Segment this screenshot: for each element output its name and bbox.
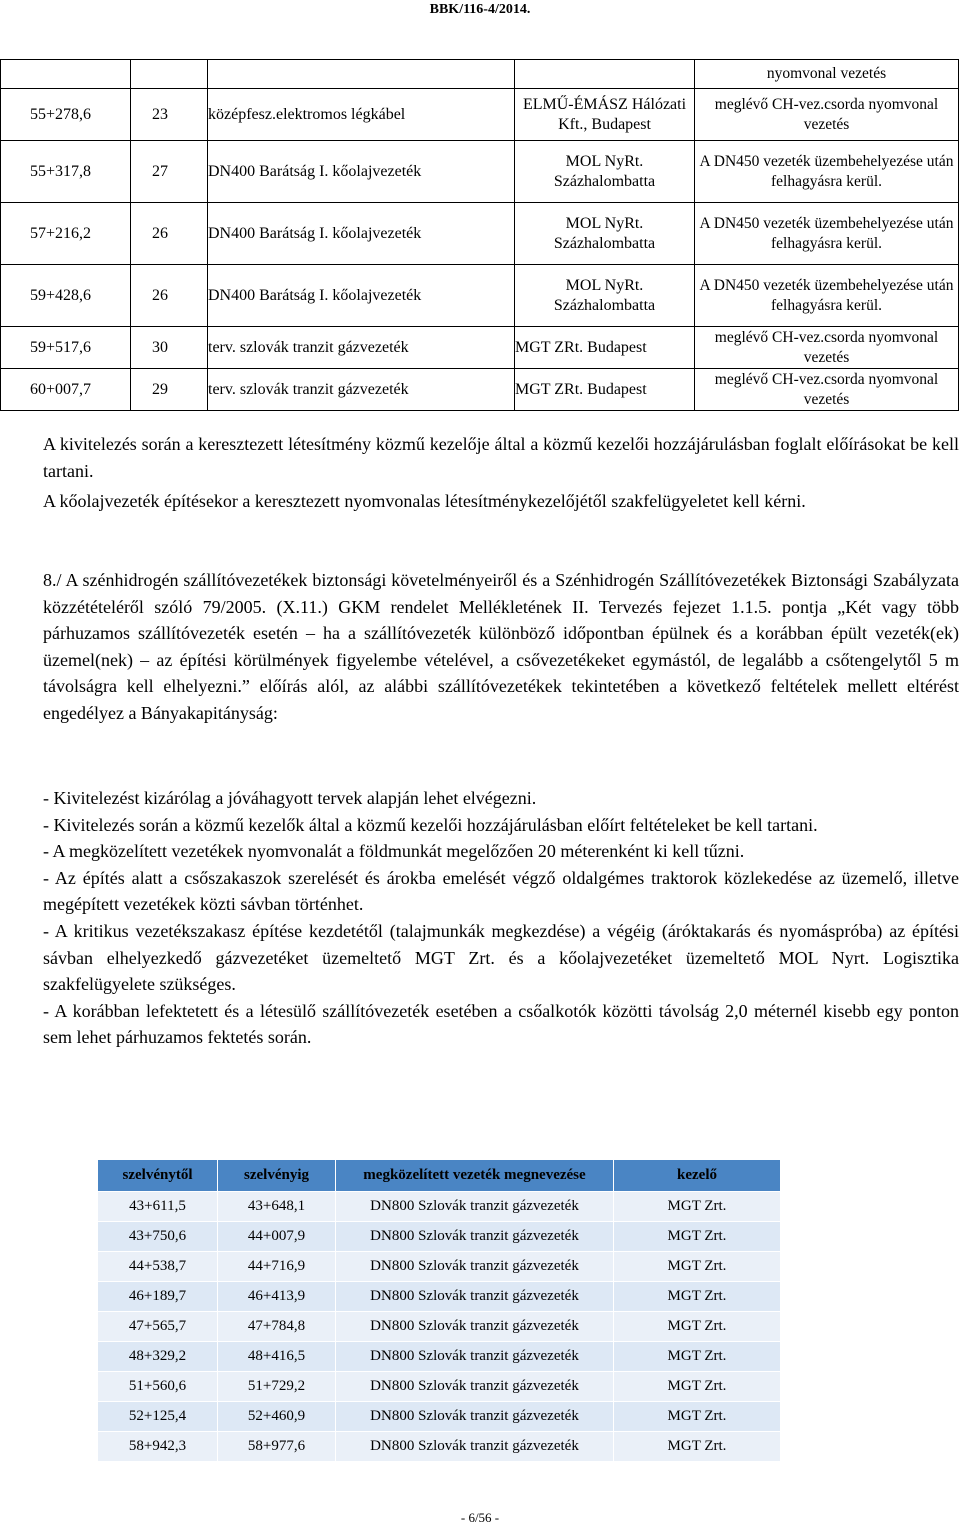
table-row [98,1282,781,1312]
table-cell: 29 [131,369,208,411]
table-cell: 52+125,4 [98,1402,218,1432]
table-row [98,1192,781,1222]
table-cell [515,60,695,89]
table-cell: terv. szlovák tranzit gázvezeték [208,327,515,369]
table-cell: MGT Zrt. [614,1282,781,1312]
column-header: szelvényig [218,1160,336,1192]
table-cell: 58+977,6 [218,1432,336,1462]
list-item: - Kivitelezés során a közmű kezelők által a közmű kezelői hozzájárulásban előírt feltételeket be kell tartani. [43,814,818,835]
table-row [98,1342,781,1372]
table-cell: DN800 Szlovák tranzit gázvezeték [336,1372,614,1402]
table-cell: 60+007,7 [1,369,131,411]
table-cell: DN800 Szlovák tranzit gázvezeték [336,1342,614,1372]
list-item: - Kivitelezést kizárólag a jóváhagyott tervek alapján lehet elvégezni. [43,788,537,808]
table-cell: 51+560,6 [98,1372,218,1402]
list-item: - A kritikus vezetékszakasz építése kezdetétől (talajmunkák megkezdése) a végéig (áróktakarás és nyomáspróba) az építési sávban elhelyezkedő gázvezetéket üzemeltető MGT Zrt. és a kőolajvezetéket üzemeltető MOL Nyrt. Logisztika szakfelügyelete szükséges. [43,920,959,995]
table-row [98,1312,781,1342]
table-cell: középfesz.elektromos légkábel [208,89,515,141]
table-cell [1,60,131,89]
conditions-list [43,785,959,1051]
table-cell: meglévő CH-vez.csorda nyomvonal vezetés [695,327,959,369]
table-cell: A DN450 vezeték üzembehelyezése után felhagyásra kerül. [695,141,959,203]
table-cell: 55+317,8 [1,141,131,203]
table-cell: 46+189,7 [98,1282,218,1312]
table-cell: 44+538,7 [98,1252,218,1282]
table-cell: MGT Zrt. [614,1432,781,1462]
crossing-table [0,59,959,411]
list-item: - Az építés alatt a csőszakaszok szerelését és árokba emelését végző oldalgémes traktorok közlekedése az üzemelő, illetve megépített vezetékek közti sávban történhet. [43,867,959,915]
table-cell: MOL NyRt. Százhalombatta [515,203,695,265]
table-cell: MGT ZRt. Budapest [515,327,695,369]
table-cell: 43+750,6 [98,1222,218,1252]
table-cell: 26 [131,265,208,327]
column-header: szelvénytől [98,1160,218,1192]
table-cell: MGT Zrt. [614,1192,781,1222]
table-cell: terv. szlovák tranzit gázvezeték [208,369,515,411]
table-cell: DN800 Szlovák tranzit gázvezeték [336,1252,614,1282]
list-item: - A megközelített vezetékek nyomvonalát a földmunkát megelőzően 20 méterenként ki kell tűzni. [43,841,745,862]
table-cell: DN800 Szlovák tranzit gázvezeték [336,1222,614,1252]
table-cell: 43+611,5 [98,1192,218,1222]
column-header: kezelő [614,1160,781,1192]
table-cell: 46+413,9 [218,1282,336,1312]
table-cell: 58+942,3 [98,1432,218,1462]
table-cell: DN400 Barátság I. kőolajvezeték [208,265,515,327]
table-row [1,141,959,203]
table-cell: 48+416,5 [218,1342,336,1372]
paragraph-utility-rules: A kivitelezés során a keresztezett létesítmény közmű kezelője által a közmű kezelői hozzájárulásban foglalt előírásokat be kell tartani. [43,434,959,481]
table-cell: 27 [131,141,208,203]
table-cell: MGT Zrt. [614,1402,781,1432]
table-cell: 23 [131,89,208,141]
table-cell: MGT Zrt. [614,1342,781,1372]
table-cell: 26 [131,203,208,265]
table-cell: 43+648,1 [218,1192,336,1222]
table-cell: MOL NyRt. Százhalombatta [515,141,695,203]
table-header-row [98,1160,781,1192]
table-cell [208,60,515,89]
table-cell: DN800 Szlovák tranzit gázvezeték [336,1432,614,1462]
table-row [1,265,959,327]
table-row [1,327,959,369]
table-cell: 52+460,9 [218,1402,336,1432]
table-cell: 47+784,8 [218,1312,336,1342]
table-cell: 59+428,6 [1,265,131,327]
list-item: - A korábban lefektetett és a létesülő szállítóvezeték esetében a csőalkotók közötti távolság 2,0 méternél kisebb egy ponton sem lehet párhuzamos fektetés során. [43,1000,959,1048]
table-row [1,369,959,411]
table-cell: MGT Zrt. [614,1252,781,1282]
table-cell [131,60,208,89]
page-number: - 6/56 - [460,1510,500,1525]
paragraph-regulation-8: 8./ A szénhidrogén szállítóvezetékek biztonsági követelményeiről és a Szénhidrogén Szállítóvezetékek Biztonsági Szabályzata közzétételéről szóló 79/2005. (X.11.) GKM rendelet Mellékletének II. Tervezés fejezet 1.1.5. pontja „Két vagy több párhuzamos szállítóvezeték esetén – ha a szállítóvezeték különböző időpontban épülnek és a korábban épült vezeték(ek) üzemel(nek) – az építési körülmények figyelembe vételével, a csővezetékeket egymástól, de legalább a csőtengelytől 5 m távolságra kell elhelyezni.” előírás alól, az alábbi szállítóvezetékek tekintetében a következő feltételek mellett eltérést engedélyez a Bányakapitányság: [43,570,959,723]
table-row [1,60,959,89]
table-cell: MGT Zrt. [614,1312,781,1342]
table-cell: 59+517,6 [1,327,131,369]
table-cell: DN400 Barátság I. kőolajvezeték [208,141,515,203]
table-cell: DN800 Szlovák tranzit gázvezeték [336,1192,614,1222]
table-cell: 44+716,9 [218,1252,336,1282]
table-row [98,1432,781,1462]
table-cell: meglévő CH-vez.csorda nyomvonal vezetés [695,369,959,411]
column-header: megközelített vezeték megnevezése [336,1160,614,1192]
table-row [98,1402,781,1432]
table-row [98,1372,781,1402]
table-cell: MGT Zrt. [614,1222,781,1252]
table-cell: 48+329,2 [98,1342,218,1372]
table-row [98,1222,781,1252]
table-cell: MOL NyRt. Százhalombatta [515,265,695,327]
document-id: BBK/116-4/2014. [429,2,531,17]
table-cell: nyomvonal vezetés [695,60,959,89]
table-row [1,203,959,265]
table-cell: 55+278,6 [1,89,131,141]
table-cell: 47+565,7 [98,1312,218,1342]
table-cell: 44+007,9 [218,1222,336,1252]
table-cell: ELMŰ-ÉMÁSZ Hálózati Kft., Budapest [515,89,695,141]
paragraph-oil-pipeline-supervision: A kőolajvezeték építésekor a keresztezett nyomvonalas létesítménykezelőjétől szakfelügyeletet kell kérni. [43,491,806,511]
table-row [1,89,959,141]
table-cell: 51+729,2 [218,1372,336,1402]
table-cell: DN800 Szlovák tranzit gázvezeték [336,1282,614,1312]
table-row [98,1252,781,1282]
table-cell: meglévő CH-vez.csorda nyomvonal vezetés [695,89,959,141]
table-cell: DN400 Barátság I. kőolajvezeték [208,203,515,265]
table-cell: A DN450 vezeték üzembehelyezése után felhagyásra kerül. [695,203,959,265]
table-cell: 57+216,2 [1,203,131,265]
table-cell: A DN450 vezeték üzembehelyezése után felhagyásra kerül. [695,265,959,327]
table-cell: MGT ZRt. Budapest [515,369,695,411]
table-cell: DN800 Szlovák tranzit gázvezeték [336,1312,614,1342]
table-cell: DN800 Szlovák tranzit gázvezeték [336,1402,614,1432]
table-cell: 30 [131,327,208,369]
table-cell: MGT Zrt. [614,1372,781,1402]
parallel-pipeline-table [97,1159,781,1462]
